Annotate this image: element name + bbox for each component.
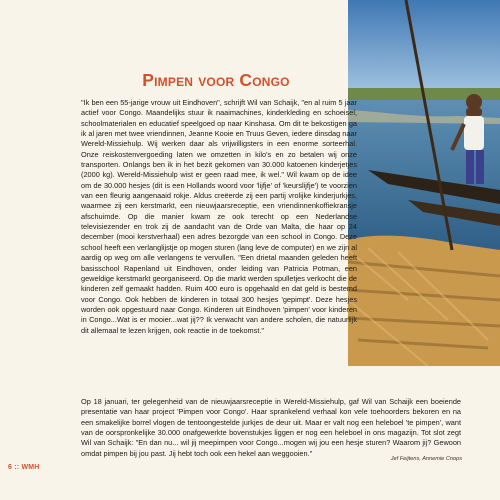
article-title: Pimpen voor Congo: [142, 70, 290, 90]
article-body-full-width: Op 18 januari, ter gelegenheid van de nieuwjaarsreceptie in Wereld-Missiehulp, gaf Wil van Schaijk een boeiende presentatie van haar project 'Pimpen voor Congo'. Haar sprankelend verhaal kon vele toehoorders bekoren en na een smakelijke borrel vlogen de tentoongestelde jurkjes de deur uit. Maar er valt nog een heleboel 'te pimpen', want van de oorspronkelijke 30.000 onafgewerkte bovenstukjes liggen er nog een heleboel in ons magazijn. Tot slot zegt Wil van Schaijk: "En dan nu... wil jij meepimpen voor Congo...mogen wij jou een hesje sturen? Waarom jij? Gewoon omdat pimpen bij jou past. Jij hebt toch ook een hekel aan weggooien.": [81, 397, 461, 458]
page-footer: 6 :: WMH: [8, 464, 40, 471]
river-photo: [348, 0, 500, 366]
photo-credit: Jef Feijtens, Annemie Cnops: [390, 456, 462, 462]
article-body-column: "Ik ben een 55-jarige vrouw uit Eindhoven", schrijft Wil van Schaijk, "en al ruim 5 jaar actief voor Congo. Maandelijks stuur ik naaimachines, kinderkleding en schoeisel, schoolmaterialen en educatief speelgoed op naar Kinshasa. Om dit te bekostigen ga ik al jaren met twee vriendinnen, Jeanne Kooie en Truus Geven, iedere dinsdag naar Wereld-Missiehulp. Wij werken daar als vrijwilligsters in een enorme sorteerhal. Onze reiskostenvergoeding laten we omzetten in kilo's en zo betalen wij onze transporten. Onlangs ben ik in het bezit gekomen van 30.000 katoenen kinderjetjes (2000 kg). Wereld-Missiehulp wist er geen raad mee, ik wel." Wil kwam op de idee om de 30.000 hesjes (dit is een Hollands woord voor 'lijfje' of 'keurslijfje') te voorzien van een fleurig aangenaaid rokje. Aldus creëerde zij een partij vrolijke kinderjurkjes, waarmee zij een kerstmarkt, een nieuwjaarsreceptie, een vriendinnenkoffiekransje afschuimde. Op die manier kwam ze ook terecht op een Nederlandse televisiezender en trok zij de aandacht van de Orde van Malta, die haar op 24 december (mooi kerstverhaal) een adres bezorgde van een school in Congo. Deze school heeft een verlanglijstje op mogen sturen (lang leve de computer) en we zijn al aardig op weg om alle verlangens te vervullen. "Een drietal maanden geleden heeft basisschool Rapenland uit Eindhoven, onder leiding van Patricia Potman, een geweldige kerstmarkt georganiseerd. Op die markt werden spulletjes verkocht die de kinderen zelf gemaakt hadden. Ruim 400 euro is opgehaald en dat geld is bestemd voor Congo. Ook hebben de kinderen in totaal 300 hesjes 'gepimpt'. Deze hesjes worden ook opgestuurd naar Congo. Kinderen uit Eindhoven 'pimpen' voor kinderen in Congo...Wat is er mooier...wat jij?? Ik verwacht van andere scholen, die natuurlijk dit allemaal te lezen krijgen, ook reactie in de toekomst.": [81, 98, 357, 335]
